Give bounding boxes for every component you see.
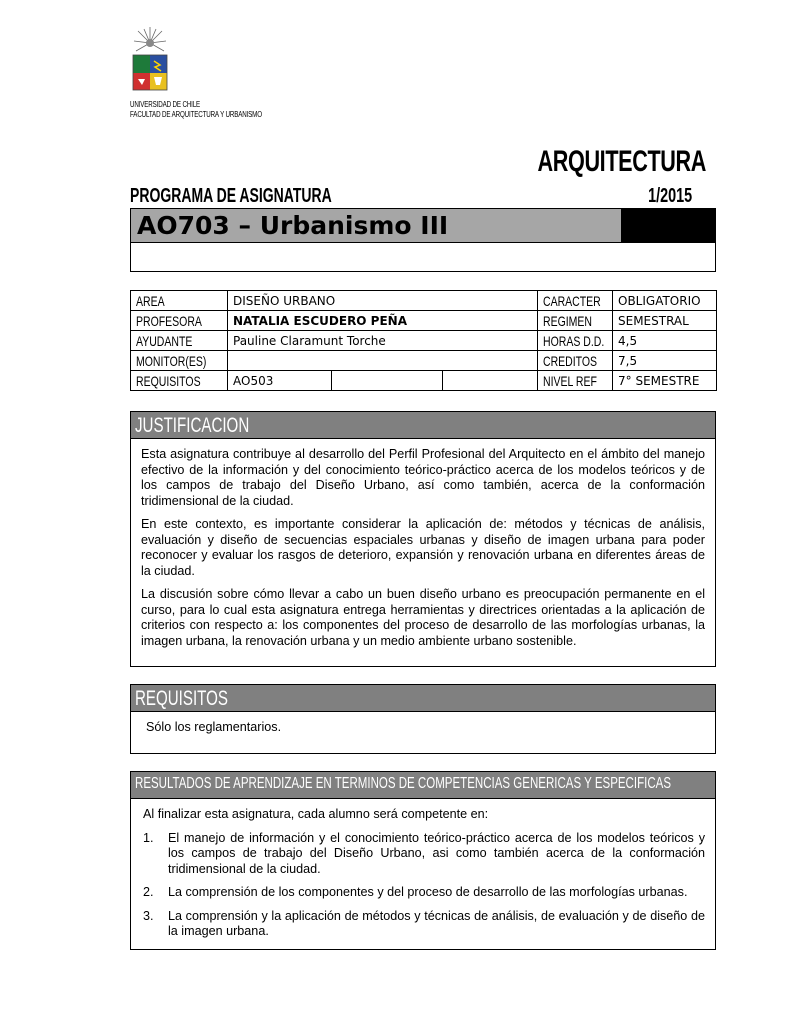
justificacion-body [131, 439, 715, 649]
requisitos-label: REQUISITOS [131, 371, 228, 391]
course-title-box [130, 208, 716, 272]
list-item [143, 831, 705, 878]
requisitos-header [131, 685, 715, 712]
justificacion-header [131, 412, 715, 439]
nivel-label: NIVEL REF [538, 371, 613, 391]
requisitos-heading: REQUISITOS [135, 687, 228, 710]
regimen-label: REGIMEN [538, 311, 613, 331]
table-row [131, 371, 717, 391]
course-info-table [130, 290, 717, 391]
list-item [143, 885, 705, 901]
list-item [143, 909, 705, 940]
requisitos-section [130, 684, 716, 754]
resultados-intro: Al finalizar esta asignatura, cada alumno será competente en: [143, 807, 489, 821]
table-row [131, 291, 717, 311]
justificacion-paragraph: En este contexto, es importante considerar la aplicación de: métodos y técnicas de análisis, evaluación y diseño de secuencias espaciales urbanas y diseño de imagen urbana para poder reconocer y evaluar los rasgos de deterioro, expansión y renovación urbana en diferentes áreas de la ciudad. [141, 517, 705, 578]
course-title-bar [131, 209, 621, 243]
regimen-value: SEMESTRAL [613, 311, 717, 331]
horas-label: HORAS D.D. [538, 331, 613, 351]
table-row [131, 351, 717, 371]
program-label: PROGRAMA DE ASIGNATURA [130, 185, 332, 207]
semester-label: 1/2015 [647, 185, 692, 207]
institution-block [130, 100, 262, 120]
list-item-text: La comprensión y la aplicación de métodos y técnicas de análisis, de evaluación y de diseño de la imagen urbana. [168, 908, 705, 938]
list-item-text: La comprensión de los componentes y del proceso de desarrollo de las morfologías urbanas. [168, 885, 688, 899]
list-item-number: 1. [143, 830, 154, 845]
course-title: AO703 – Urbanismo III [137, 211, 449, 240]
requisitos-empty-cell [332, 371, 443, 391]
resultados-section [130, 771, 716, 950]
profesora-label: PROFESORA [131, 311, 228, 331]
justificacion-paragraph: Esta asignatura contribuye al desarrollo del Perfil Profesional del Arquitecto en el ámbito del manejo efectivo de la información y del conocimiento teórico-práctico acerca de los modelos teóricos y de los campos de trabajo del Diseño Urbano, así como también, acerca de la conformación tridimensional de la ciudad. [141, 447, 705, 508]
profesora-value: NATALIA ESCUDERO PEÑA [228, 311, 538, 331]
list-item-number: 2. [143, 885, 154, 899]
title-black-block [621, 209, 715, 243]
monitor-label: MONITOR(ES) [131, 351, 228, 371]
faculty-name: FACULTAD DE ARQUITECTURA Y URBANISMO [130, 110, 262, 119]
creditos-label: CREDITOS [538, 351, 613, 371]
nivel-value: 7° SEMESTRE [613, 371, 717, 391]
career-title: ARQUITECTURA [537, 145, 706, 178]
requisitos-body [131, 712, 715, 736]
caracter-value: OBLIGATORIO [613, 291, 717, 311]
monitor-value [228, 351, 538, 371]
table-row [131, 311, 717, 331]
resultados-heading: RESULTADOS DE APRENDIZAJE EN TERMINOS DE COMPETENCIAS GENERICAS Y ESPECIFICAS [135, 775, 672, 792]
list-item-text: El manejo de información y el conocimiento teórico-práctico acerca de los modelos teóricos y los campos de trabajo del Diseño Urbano, asi como también acerca de la conformación tridimensional de la ciudad. [168, 830, 705, 876]
area-label: AREA [131, 291, 228, 311]
university-name: UNIVERSIDAD DE CHILE [130, 100, 201, 109]
resultados-list [143, 831, 705, 940]
list-item-number: 3. [143, 908, 154, 923]
caracter-label: CARACTER [538, 291, 613, 311]
requisitos-text: Sólo los reglamentarios. [146, 720, 282, 734]
resultados-body [131, 799, 715, 940]
justificacion-heading: JUSTIFICACION [135, 414, 250, 437]
ayudante-value: Pauline Claramunt Torche [228, 331, 538, 351]
ayudante-label: AYUDANTE [131, 331, 228, 351]
table-row [131, 331, 717, 351]
resultados-header [131, 772, 715, 799]
requisitos-empty-cell [443, 371, 538, 391]
justificacion-paragraph: La discusión sobre cómo llevar a cabo un buen diseño urbano es preocupación permanente en el curso, para lo cual esta asignatura entrega herramientas y directrices orientadas a la aplicación de criterios con respecto a: los componentes del proceso de desarrollo de las morfologías urbanas, la imagen urbana, la renovación urbana y un medio ambiente urbano sostenible. [141, 587, 705, 648]
university-crest-logo [130, 25, 170, 97]
requisitos-value: AO503 [228, 371, 332, 391]
creditos-value: 7,5 [613, 351, 717, 371]
justificacion-section [130, 411, 716, 667]
area-value: DISEÑO URBANO [228, 291, 538, 311]
horas-value: 4,5 [613, 331, 717, 351]
